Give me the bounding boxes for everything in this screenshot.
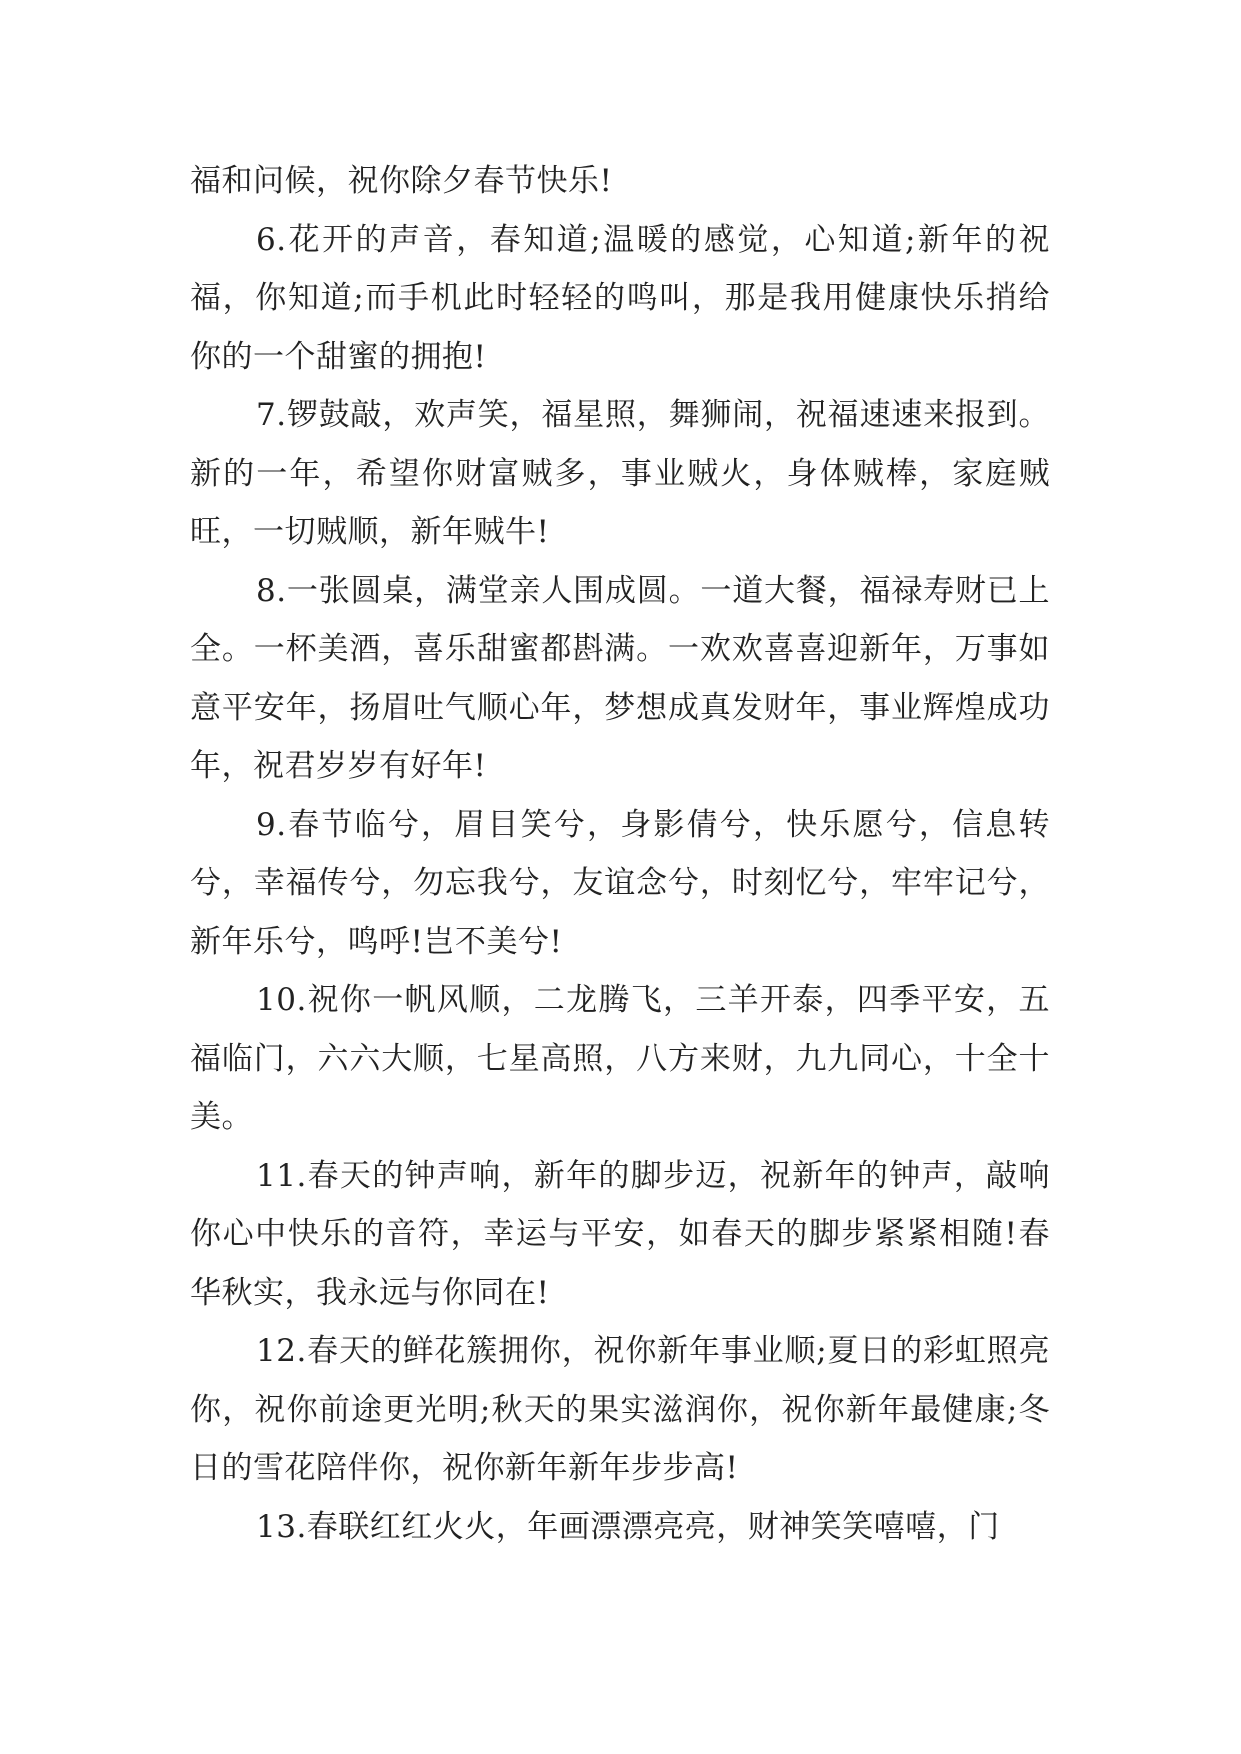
paragraph-item-8: 8.一张圆桌，满堂亲人围成圆。一道大餐，福禄寿财已上全。一杯美酒，喜乐甜蜜都斟满。一欢欢喜喜迎新年，万事如意平安年，扬眉吐气顺心年，梦想成真发财年，事业辉煌成功年，祝君岁岁有好年! xyxy=(190,572,1050,784)
paragraph-item-6: 6.花开的声音，春知道;温暖的感觉，心知道;新年的祝福，你知道;而手机此时轻轻的鸣叫，那是我用健康快乐捎给你的一个甜蜜的拥抱! xyxy=(190,221,1050,375)
paragraph-item-12: 12.春天的鲜花簇拥你，祝你新年事业顺;夏日的彩虹照亮你，祝你前途更光明;秋天的果实滋润你，祝你新年最健康;冬日的雪花陪伴你，祝你新年新年步步高! xyxy=(190,1333,1050,1486)
paragraph-item-13: 13.春联红红火火，年画漂漂亮亮，财神笑笑嘻嘻，门 xyxy=(256,1508,1000,1545)
document-body xyxy=(190,152,1050,1556)
paragraph-item-7: 7.锣鼓敲，欢声笑，福星照，舞狮闹，祝福速速来报到。新的一年，希望你财富贼多，事业贼火，身体贼棒，家庭贼旺，一切贼顺，新年贼牛! xyxy=(190,397,1050,550)
paragraph-item-11: 11.春天的钟声响，新年的脚步迈，祝新年的钟声，敲响你心中快乐的音符，幸运与平安，如春天的脚步紧紧相随!春华秋实，我永远与你同在! xyxy=(190,1157,1050,1311)
paragraph-item-9: 9.春节临兮，眉目笑兮，身影倩兮，快乐愿兮，信息转兮，幸福传兮，勿忘我兮，友谊念兮，时刻忆兮，牢牢记兮，新年乐兮，鸣呼!岂不美兮! xyxy=(190,806,1050,960)
paragraph-continuation: 福和问候，祝你除夕春节快乐! xyxy=(190,163,613,199)
paragraph-item-10: 10.祝你一帆风顺，二龙腾飞，三羊开泰，四季平安，五福临门，六六大顺，七星高照，八方来财，九九同心，十全十美。 xyxy=(190,982,1050,1135)
